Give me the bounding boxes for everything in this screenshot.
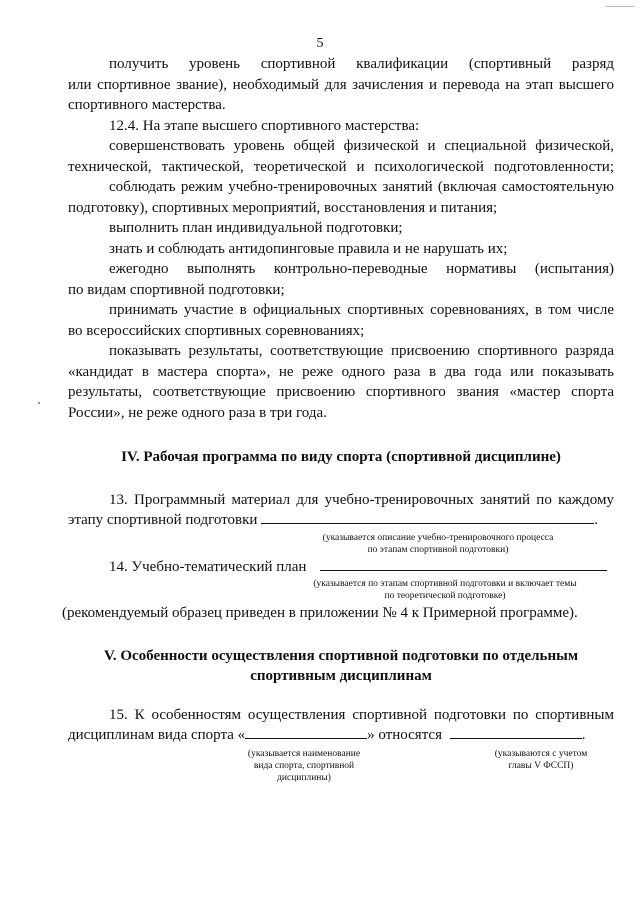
note-line: по теоретической подготовке)	[384, 591, 506, 601]
clause-14-blank	[320, 558, 607, 571]
note-line: дисциплины)	[277, 772, 331, 783]
section-5-heading-line1: V. Особенности осуществления спортивной подготовки по отдельным	[103, 647, 579, 664]
note-line: главы V ФССП)	[508, 760, 574, 771]
clause-13-blank-line	[68, 510, 614, 531]
scan-speck	[38, 402, 40, 404]
note-line: вида спорта, спортивной	[253, 760, 355, 771]
period: .	[581, 727, 586, 743]
period: .	[594, 512, 598, 528]
text-line: ежегодно выполнять контрольно-переводные нормативы (испытания)	[109, 261, 614, 277]
text-line: выполнить план индивидуальной подготовки;	[109, 220, 403, 236]
sport-name-blank	[245, 726, 367, 739]
text-line: совершенствовать уровень общей физической и специальной физической,	[109, 138, 614, 154]
clause-14-text: 14. Учебно-тематический план	[109, 558, 307, 575]
clause-13-line: 13. Программный материал для учебно-тренировочных занятий по каждому	[109, 491, 614, 508]
text-line: получить уровень спортивной квалификации (спортивный разряд	[109, 56, 614, 72]
text-line: спортивного мастерства.	[68, 97, 226, 113]
text-line: технической, тактической, теоретической и психологической подготовленности;	[68, 158, 614, 175]
clause-12-4: 12.4. На этапе высшего спортивного мастерства:	[109, 117, 420, 134]
clause-15-middle: » относятся	[367, 727, 442, 743]
clause-15-line: 15. К особенностям осуществления спортивной подготовки по спортивным	[109, 706, 614, 723]
page-edge-mark	[606, 6, 634, 7]
text-line: принимать участие в официальных спортивных соревнованиях, в том числе	[109, 302, 614, 318]
sport-name-note	[228, 748, 380, 784]
clause-13-note	[268, 532, 608, 556]
features-blank	[450, 726, 582, 739]
text-line: России», не реже одного раза в три года.	[68, 404, 327, 421]
note-line: (указывается по этапам спортивной подготовки и включает темы	[313, 579, 577, 589]
text-line: знать и соблюдать антидопинговые правила и не нарушать их;	[109, 240, 508, 257]
note-line: (указывается описание учебно-тренировочного процесса	[322, 532, 554, 543]
clause-13-text: этапу спортивной подготовки	[68, 512, 258, 528]
text-line: подготовку), спортивных мероприятий, восстановления и питания;	[68, 199, 498, 216]
note-line: (указывается наименование	[247, 748, 361, 759]
document-body	[62, 54, 614, 790]
text-line: во всероссийских спортивных соревнованиях;	[68, 322, 365, 339]
features-note	[476, 748, 606, 772]
note-line: (указываются с учетом	[494, 748, 588, 759]
recommendation-note: (рекомендуемый образец приведен в приложении № 4 к Примерной программе).	[62, 605, 578, 621]
note-line: по этапам спортивной подготовки)	[367, 544, 509, 555]
clause-13-blank	[261, 511, 594, 524]
clause-14-note	[280, 578, 610, 602]
clause-14-line	[68, 557, 614, 578]
section-5-heading-line2: спортивным дисциплинам	[250, 668, 432, 684]
clause-15-blank-line	[68, 725, 614, 746]
text-line: соблюдать режим учебно-тренировочных занятий (включая самостоятельную	[109, 179, 614, 195]
text-line: или спортивное звание), необходимый для зачисления и перевода на этап высшего	[68, 76, 614, 93]
section-4-heading: IV. Рабочая программа по виду спорта (спортивной дисциплине)	[121, 449, 561, 465]
text-line: результаты, соответствующие присвоению спортивного звания «мастер спорта	[68, 384, 614, 400]
text-line: по видам спортивной подготовки;	[68, 281, 285, 298]
clause-15-prefix: дисциплинам вида спорта «	[68, 727, 246, 743]
page-number: 5	[316, 36, 324, 51]
text-line: показывать результаты, соответствующие присвоению спортивного разряда	[109, 343, 614, 359]
text-line: «кандидат в мастера спорта», не реже одного раза в два года или показывать	[68, 363, 614, 380]
